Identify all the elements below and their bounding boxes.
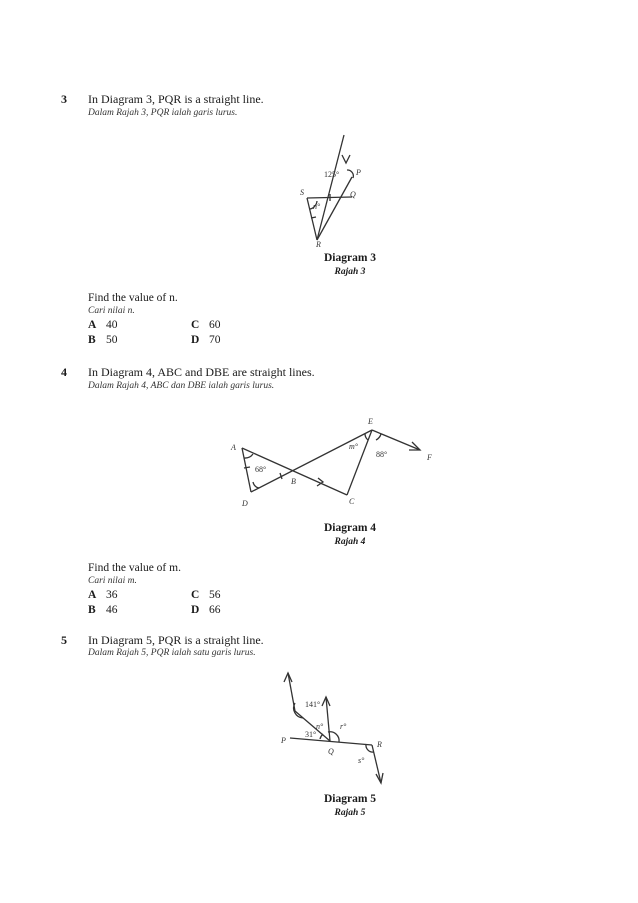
angle-s: s° xyxy=(358,756,365,765)
label-e: E xyxy=(368,417,373,426)
arrowhead xyxy=(284,673,292,682)
question-stem: In Diagram 3, PQR is a straight line. xyxy=(88,92,264,106)
angle-31: 31° xyxy=(305,730,317,739)
angle-arc xyxy=(320,734,323,739)
option-b[interactable]: B 50 xyxy=(88,334,118,346)
label-a: A xyxy=(231,443,236,452)
label-q: Q xyxy=(328,747,334,756)
question-stem: In Diagram 4, ABC and DBE are straight lines. xyxy=(88,365,315,379)
label-c: C xyxy=(349,497,355,506)
label-r: R xyxy=(377,740,382,749)
label-s: S xyxy=(300,188,304,197)
question-number: 5 xyxy=(61,633,67,647)
find-instruction: Find the value of m. xyxy=(88,562,181,574)
angle-arc xyxy=(253,482,259,488)
question-stem: In Diagram 5, PQR is a straight line. xyxy=(88,633,264,647)
option-c[interactable]: C 60 xyxy=(191,319,221,331)
label-p: P xyxy=(281,736,286,745)
diagram-caption: Diagram 5 xyxy=(323,793,377,805)
angle-arc xyxy=(347,170,353,178)
diagram-caption-malay: Rajah 3 xyxy=(334,267,366,277)
diagram-caption: Diagram 4 xyxy=(323,522,377,534)
diagram-caption-malay: Rajah 4 xyxy=(334,537,366,547)
angle-125: 125° xyxy=(324,170,340,179)
line-qr xyxy=(317,177,352,240)
angle-n: n° xyxy=(316,722,324,731)
question-number: 3 xyxy=(61,92,67,106)
option-a[interactable]: A 40 xyxy=(88,319,118,331)
angle-141: 141° xyxy=(305,700,321,709)
line-ce xyxy=(347,430,372,495)
label-q: Q xyxy=(350,190,356,199)
tick-mark xyxy=(244,467,250,468)
diagram-4 xyxy=(228,412,443,512)
angle-arc xyxy=(244,454,253,458)
line-ef xyxy=(372,430,420,450)
angle-n: n° xyxy=(313,202,321,211)
option-d[interactable]: D 66 xyxy=(191,604,221,616)
angle-r: r° xyxy=(340,722,347,731)
label-b: B xyxy=(291,477,296,486)
label-f: F xyxy=(427,453,432,462)
label-p: P xyxy=(356,168,361,177)
option-a[interactable]: A 36 xyxy=(88,589,118,601)
question-number: 4 xyxy=(61,365,67,379)
angle-68: 68° xyxy=(255,465,267,474)
diagram-5 xyxy=(278,668,398,793)
question-stem-malay: Dalam Rajah 3, PQR ialah garis lurus. xyxy=(88,108,238,118)
angle-arc xyxy=(365,434,368,440)
line-dbe xyxy=(251,430,372,492)
diagram-caption: Diagram 3 xyxy=(323,252,377,264)
angle-m: m° xyxy=(349,442,358,451)
question-stem-malay: Dalam Rajah 5, PQR ialah satu garis lurus. xyxy=(88,648,256,658)
angle-88: 88° xyxy=(376,450,388,459)
line-r-down xyxy=(372,745,381,783)
line-pqr xyxy=(290,738,372,745)
option-b[interactable]: B 46 xyxy=(88,604,118,616)
question-stem-malay: Dalam Rajah 4, ABC dan DBE ialah garis lurus. xyxy=(88,381,275,391)
find-instruction: Find the value of n. xyxy=(88,292,178,304)
option-d[interactable]: D 70 xyxy=(191,334,221,346)
find-instruction-malay: Cari nilai n. xyxy=(88,306,135,316)
diagram-caption-malay: Rajah 5 xyxy=(334,808,366,818)
line-ad xyxy=(242,448,251,492)
label-r: R xyxy=(316,240,321,249)
option-c[interactable]: C 56 xyxy=(191,589,221,601)
angle-arc xyxy=(376,434,381,440)
label-d: D xyxy=(242,499,248,508)
diagram-3 xyxy=(290,125,380,250)
line-pq-arrow xyxy=(317,135,344,240)
arrowhead xyxy=(342,155,350,163)
find-instruction-malay: Cari nilai m. xyxy=(88,576,137,586)
